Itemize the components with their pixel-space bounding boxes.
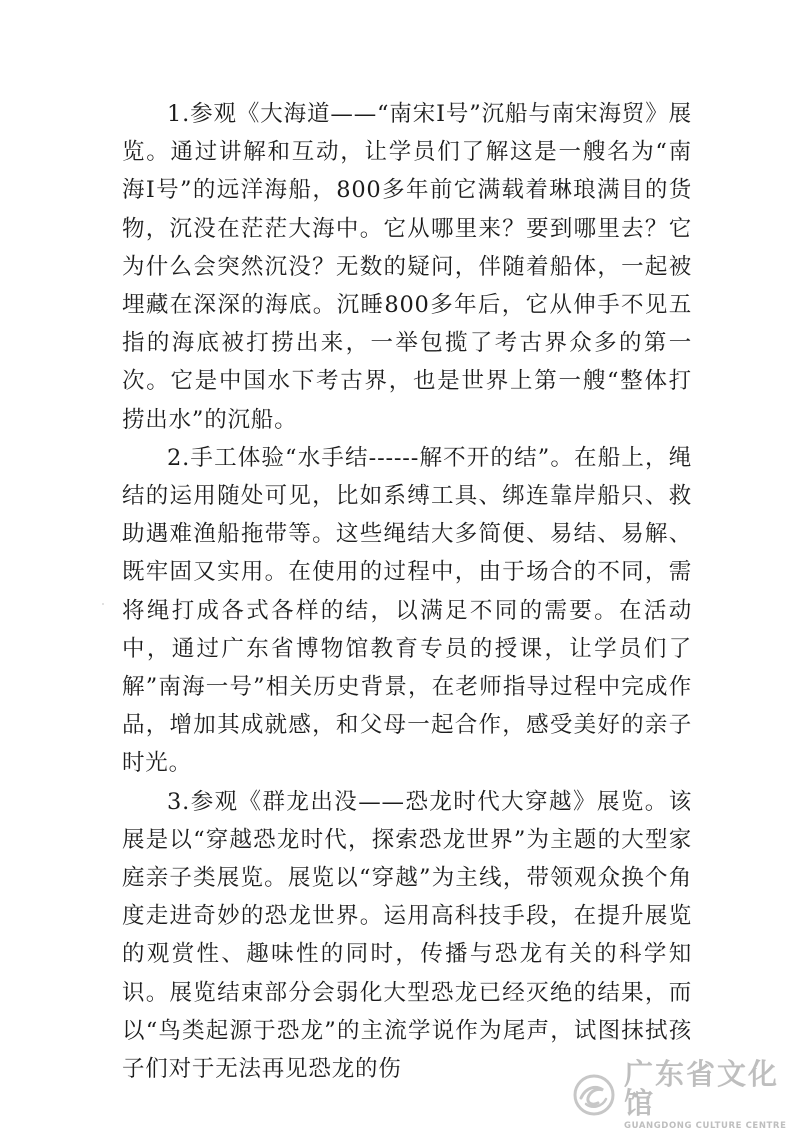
scan-speck: [102, 603, 104, 605]
watermark-logo: [572, 1056, 787, 1131]
paragraph-3: 3.参观《群龙出没——恐龙时代大穿越》展览。该展是以“穿越恐龙时代，探索恐龙世界”为主题的大型家庭亲子类展览。展览以“穿越”为主线，带领观众换个角度走进奇妙的恐龙世界。运用高科技手段，在提升展览的观赏性、趣味性的同时，传播与恐龙有关的科学知识。展览结束部分会弱化大型恐龙已经灭绝的结果，而以“鸟类起源于恐龙”的主流学说作为尾声，试图抹拭孩子们对于无法再见恐龙的伤: [122, 788, 692, 1083]
watermark-name-cn: 广东省文化馆: [624, 1056, 780, 1120]
wave-logo-icon: [572, 1073, 616, 1117]
watermark-name-en: GUANGDONG CULTURE CENTRE: [624, 1120, 787, 1131]
paragraph-2: 2.手工体验“水手结------解不开的结”。在船上，绳结的运用随处可见，比如系缚工具、绑连靠岸船只、救助遇难渔船拖带等。这些绳结大多简便、易结、易解、既牢固又实用。在使用的过程中，由于场合的不同，需将绳打成各式各样的结，以满足不同的需要。在活动中，通过广东省博物馆教育专员的授课，让学员们了解”南海一号”相关历史背景，在老师指导过程中完成作品，增加其成就感，和父母一起合作，感受美好的亲子时光。: [122, 444, 692, 777]
paragraph-1: 1.参观《大海道——“南宋Ⅰ号”沉船与南宋海贸》展览。通过讲解和互动，让学员们了解这是一艘名为“南海Ⅰ号”的远洋海船，800多年前它满载着琳琅满目的货物，沉没在茫茫大海中。它从哪里来？要到哪里去？它为什么会突然沉没？无数的疑问，伴随着船体，一起被埋藏在深深的海底。沉睡800多年后，它从伸手不见五指的海底被打捞出来，一举包揽了考古界众多的第一次。它是中国水下考古界，也是世界上第一艘“整体打捞出水”的沉船。: [122, 101, 692, 433]
watermark-text: [624, 1056, 787, 1131]
document-body: [122, 95, 692, 1088]
